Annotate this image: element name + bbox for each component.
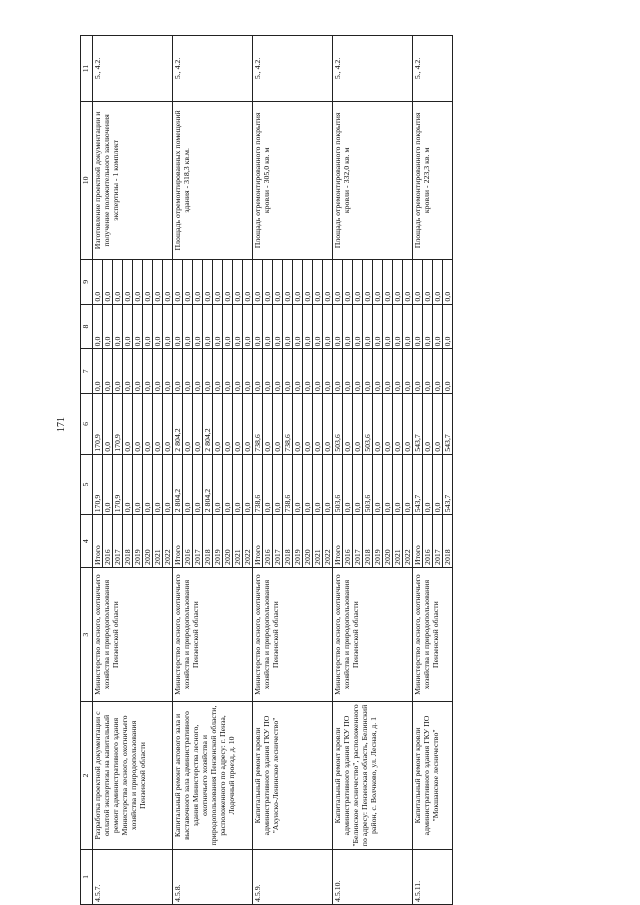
year-cell: 2017 (113, 515, 123, 568)
item-name: Разработка проектной документации с оплатой экспертизы на капитальный ремонт административного здания Министерства лесного, охотничьего хозяйства и природопользования Пензенской области (93, 702, 173, 849)
value-col7: 0,0 (323, 349, 333, 394)
value-col9: 0,0 (363, 259, 373, 304)
item-result: Площадь отремонтированного покрытия кровли - 223,3 кв. м (413, 101, 453, 259)
year-cell: 2016 (263, 515, 273, 568)
item-executor: Министерство лесного, охотничьего хозяйства и природопользования Пензенской области (253, 567, 333, 701)
value-col9: 0,0 (423, 259, 433, 304)
value-regional: 503,6 (363, 394, 373, 455)
value-col8: 0,0 (283, 304, 293, 349)
value-total: 503,6 (363, 454, 373, 515)
value-col8: 0,0 (123, 304, 133, 349)
value-regional: 0,0 (163, 394, 173, 455)
value-col9: 0,0 (443, 259, 453, 304)
value-col7: 0,0 (443, 349, 453, 394)
value-col7: 0,0 (373, 349, 383, 394)
value-col9: 0,0 (413, 259, 423, 304)
value-col8: 0,0 (423, 304, 433, 349)
value-total: 0,0 (293, 454, 303, 515)
value-total: 0,0 (393, 454, 403, 515)
value-col9: 0,0 (323, 259, 333, 304)
item-reference: 5., 4.2. (173, 36, 253, 102)
value-col9: 0,0 (263, 259, 273, 304)
item-name: Капитальный ремонт кровли административного здания ГКУ ПО "Белинское лесничество", расположенного по адресу: Пензенская область, Белинский район, с. Волчково, ул. Лесная, д. 1 (333, 702, 413, 849)
value-regional: 0,0 (343, 394, 353, 455)
value-col8: 0,0 (93, 304, 103, 349)
year-cell: 2021 (233, 515, 243, 568)
value-col9: 0,0 (103, 259, 113, 304)
value-col7: 0,0 (113, 349, 123, 394)
header-cell: 3 (81, 567, 93, 701)
value-col9: 0,0 (313, 259, 323, 304)
value-regional: 0,0 (303, 394, 313, 455)
value-col9: 0,0 (403, 259, 413, 304)
value-total: 0,0 (183, 454, 193, 515)
item-result: Площадь отремонтированных помещений здания - 318,3 кв.м. (173, 101, 253, 259)
value-col7: 0,0 (433, 349, 443, 394)
value-col7: 0,0 (233, 349, 243, 394)
value-col8: 0,0 (213, 304, 223, 349)
value-regional: 0,0 (313, 394, 323, 455)
value-col7: 0,0 (203, 349, 213, 394)
value-total: 738,6 (253, 454, 263, 515)
value-total: 2 804,2 (173, 454, 183, 515)
value-regional: 738,6 (283, 394, 293, 455)
value-col7: 0,0 (163, 349, 173, 394)
year-cell: 2017 (353, 515, 363, 568)
value-col9: 0,0 (203, 259, 213, 304)
value-col7: 0,0 (253, 349, 263, 394)
year-cell: 2022 (323, 515, 333, 568)
table-row (173, 36, 183, 905)
value-total: 0,0 (123, 454, 133, 515)
value-col7: 0,0 (223, 349, 233, 394)
value-regional: 543,7 (443, 394, 453, 455)
value-col8: 0,0 (163, 304, 173, 349)
value-col7: 0,0 (103, 349, 113, 394)
value-col7: 0,0 (403, 349, 413, 394)
value-total: 0,0 (213, 454, 223, 515)
value-col9: 0,0 (153, 259, 163, 304)
value-col9: 0,0 (283, 259, 293, 304)
value-col9: 0,0 (303, 259, 313, 304)
value-col9: 0,0 (93, 259, 103, 304)
value-col8: 0,0 (273, 304, 283, 349)
header-cell: 10 (81, 101, 93, 259)
item-number: 4.5.11. (413, 849, 453, 904)
value-col8: 0,0 (313, 304, 323, 349)
year-cell: 2021 (393, 515, 403, 568)
value-regional: 0,0 (403, 394, 413, 455)
value-col8: 0,0 (323, 304, 333, 349)
value-col9: 0,0 (193, 259, 203, 304)
value-col7: 0,0 (333, 349, 343, 394)
value-col8: 0,0 (293, 304, 303, 349)
value-col9: 0,0 (113, 259, 123, 304)
value-col7: 0,0 (243, 349, 253, 394)
value-col8: 0,0 (193, 304, 203, 349)
value-total: 0,0 (223, 454, 233, 515)
value-regional: 738,6 (253, 394, 263, 455)
header-cell: 5 (81, 454, 93, 515)
value-col9: 0,0 (393, 259, 403, 304)
value-regional: 170,9 (93, 394, 103, 455)
item-reference: 5., 4.2. (253, 36, 333, 102)
value-col8: 0,0 (343, 304, 353, 349)
year-cell: 2019 (133, 515, 143, 568)
value-total: 0,0 (193, 454, 203, 515)
item-executor: Министерство лесного, охотничьего хозяйства и природопользования Пензенской области (413, 567, 453, 701)
year-cell: 2017 (273, 515, 283, 568)
header-cell: 7 (81, 349, 93, 394)
item-result: Площадь отремонтированного покрытия кровли - 332,0 кв. м (333, 101, 413, 259)
value-col8: 0,0 (153, 304, 163, 349)
value-total: 2 804,2 (203, 454, 213, 515)
value-regional: 0,0 (243, 394, 253, 455)
value-col7: 0,0 (183, 349, 193, 394)
value-total: 0,0 (153, 454, 163, 515)
value-col7: 0,0 (413, 349, 423, 394)
value-col8: 0,0 (363, 304, 373, 349)
value-total: 503,6 (333, 454, 343, 515)
value-total: 0,0 (323, 454, 333, 515)
year-cell: 2022 (243, 515, 253, 568)
value-total: 0,0 (313, 454, 323, 515)
year-cell: Итого (173, 515, 183, 568)
value-col7: 0,0 (343, 349, 353, 394)
value-col9: 0,0 (183, 259, 193, 304)
year-cell: 2016 (183, 515, 193, 568)
value-col9: 0,0 (273, 259, 283, 304)
value-col7: 0,0 (393, 349, 403, 394)
header-cell: 2 (81, 702, 93, 849)
value-regional: 2 804,2 (203, 394, 213, 455)
year-cell: 2018 (443, 515, 453, 568)
value-total: 0,0 (433, 454, 443, 515)
table-row (253, 36, 263, 905)
value-col8: 0,0 (223, 304, 233, 349)
value-total: 0,0 (243, 454, 253, 515)
item-name: Капитальный ремонт актового зала и выставочного зала административного здания Министерства лесного, охотничьего хозяйства и природопользования Пензенской области, расположенного по адресу: г. Пенза, Лодочный проезд, д. 10 (173, 702, 253, 849)
value-regional: 0,0 (153, 394, 163, 455)
value-regional: 2 804,2 (173, 394, 183, 455)
year-cell: 2022 (163, 515, 173, 568)
value-col8: 0,0 (253, 304, 263, 349)
value-regional: 0,0 (263, 394, 273, 455)
item-number: 4.5.8. (173, 849, 253, 904)
value-total: 170,9 (93, 454, 103, 515)
year-cell: Итого (413, 515, 423, 568)
value-col8: 0,0 (403, 304, 413, 349)
value-regional: 0,0 (133, 394, 143, 455)
year-cell: 2019 (213, 515, 223, 568)
header-cell: 11 (81, 36, 93, 102)
value-col8: 0,0 (383, 304, 393, 349)
value-col7: 0,0 (423, 349, 433, 394)
item-reference: 5., 4.2. (93, 36, 173, 102)
value-regional: 0,0 (383, 394, 393, 455)
value-total: 0,0 (303, 454, 313, 515)
year-cell: 2020 (383, 515, 393, 568)
item-executor: Министерство лесного, охотничьего хозяйства и природопользования Пензенской области (93, 567, 173, 701)
program-table (80, 35, 453, 905)
value-col7: 0,0 (93, 349, 103, 394)
header-cell: 8 (81, 304, 93, 349)
item-result: Площадь отремонтированного покрытия кровли - 305,0 кв. м (253, 101, 333, 259)
value-total: 0,0 (423, 454, 433, 515)
year-cell: 2022 (403, 515, 413, 568)
value-col9: 0,0 (223, 259, 233, 304)
year-cell: 2020 (303, 515, 313, 568)
year-cell: Итого (93, 515, 103, 568)
table-row (413, 36, 423, 905)
table-row (93, 36, 103, 905)
year-cell: 2018 (123, 515, 133, 568)
year-cell: 2018 (363, 515, 373, 568)
header-cell: 9 (81, 259, 93, 304)
value-regional: 0,0 (213, 394, 223, 455)
value-col7: 0,0 (303, 349, 313, 394)
value-col9: 0,0 (343, 259, 353, 304)
value-regional: 0,0 (193, 394, 203, 455)
item-executor: Министерство лесного, охотничьего хозяйства и природопользования Пензенской области (333, 567, 413, 701)
value-regional: 170,9 (113, 394, 123, 455)
value-col9: 0,0 (433, 259, 443, 304)
value-total: 738,6 (283, 454, 293, 515)
value-col7: 0,0 (313, 349, 323, 394)
value-total: 0,0 (383, 454, 393, 515)
year-cell: 2016 (103, 515, 113, 568)
header-cell: 1 (81, 849, 93, 904)
item-reference: 5., 4.2. (413, 36, 453, 102)
value-regional: 0,0 (433, 394, 443, 455)
value-total: 0,0 (273, 454, 283, 515)
value-col8: 0,0 (353, 304, 363, 349)
year-cell: 2021 (153, 515, 163, 568)
value-col8: 0,0 (263, 304, 273, 349)
value-col7: 0,0 (133, 349, 143, 394)
year-cell: 2016 (423, 515, 433, 568)
value-total: 543,7 (443, 454, 453, 515)
value-total: 543,7 (413, 454, 423, 515)
value-regional: 0,0 (223, 394, 233, 455)
value-col9: 0,0 (133, 259, 143, 304)
value-col7: 0,0 (273, 349, 283, 394)
year-cell: 2020 (143, 515, 153, 568)
value-col8: 0,0 (103, 304, 113, 349)
item-result: Изготовление проектной документации и получение положительного заключения экспертизы - 1 комплект (93, 101, 173, 259)
value-regional: 0,0 (103, 394, 113, 455)
value-col8: 0,0 (243, 304, 253, 349)
year-cell: 2017 (193, 515, 203, 568)
value-col9: 0,0 (233, 259, 243, 304)
item-number: 4.5.10. (333, 849, 413, 904)
value-col7: 0,0 (193, 349, 203, 394)
value-regional: 0,0 (183, 394, 193, 455)
year-cell: 2017 (433, 515, 443, 568)
item-name: Капитальный ремонт кровли административного здания ГКУ ПО "Ахунско-Ленинское лесничество" (253, 702, 333, 849)
value-total: 0,0 (163, 454, 173, 515)
value-col8: 0,0 (133, 304, 143, 349)
value-regional: 0,0 (373, 394, 383, 455)
value-regional: 543,7 (413, 394, 423, 455)
value-col8: 0,0 (433, 304, 443, 349)
year-cell: 2018 (283, 515, 293, 568)
value-col9: 0,0 (163, 259, 173, 304)
value-col8: 0,0 (413, 304, 423, 349)
value-col8: 0,0 (143, 304, 153, 349)
value-regional: 0,0 (143, 394, 153, 455)
item-executor: Министерство лесного, охотничьего хозяйства и природопользования Пензенской области (173, 567, 253, 701)
value-col7: 0,0 (143, 349, 153, 394)
value-regional: 503,6 (333, 394, 343, 455)
header-row (81, 36, 93, 905)
value-col8: 0,0 (113, 304, 123, 349)
value-col9: 0,0 (293, 259, 303, 304)
value-total: 0,0 (133, 454, 143, 515)
value-col8: 0,0 (333, 304, 343, 349)
item-name: Капитальный ремонт кровли административного здания ГКУ ПО "Мокшанское лесничество" (413, 702, 453, 849)
item-number: 4.5.9. (253, 849, 333, 904)
value-total: 0,0 (143, 454, 153, 515)
value-col7: 0,0 (283, 349, 293, 394)
value-col7: 0,0 (153, 349, 163, 394)
value-col9: 0,0 (353, 259, 363, 304)
value-col8: 0,0 (173, 304, 183, 349)
value-col9: 0,0 (373, 259, 383, 304)
value-col9: 0,0 (173, 259, 183, 304)
value-total: 0,0 (103, 454, 113, 515)
value-regional: 0,0 (293, 394, 303, 455)
value-col7: 0,0 (213, 349, 223, 394)
value-col8: 0,0 (443, 304, 453, 349)
value-col7: 0,0 (383, 349, 393, 394)
value-col7: 0,0 (363, 349, 373, 394)
value-col8: 0,0 (373, 304, 383, 349)
value-regional: 0,0 (393, 394, 403, 455)
year-cell: 2019 (293, 515, 303, 568)
value-col9: 0,0 (123, 259, 133, 304)
value-col8: 0,0 (393, 304, 403, 349)
value-regional: 0,0 (323, 394, 333, 455)
year-cell: 2019 (373, 515, 383, 568)
value-col9: 0,0 (253, 259, 263, 304)
value-col7: 0,0 (293, 349, 303, 394)
value-regional: 0,0 (423, 394, 433, 455)
value-regional: 0,0 (233, 394, 243, 455)
value-col9: 0,0 (333, 259, 343, 304)
value-total: 0,0 (353, 454, 363, 515)
value-col9: 0,0 (243, 259, 253, 304)
value-regional: 0,0 (123, 394, 133, 455)
value-col9: 0,0 (143, 259, 153, 304)
value-col7: 0,0 (353, 349, 363, 394)
value-total: 0,0 (343, 454, 353, 515)
value-regional: 0,0 (353, 394, 363, 455)
value-total: 0,0 (233, 454, 243, 515)
year-cell: Итого (333, 515, 343, 568)
item-reference: 5., 4.2. (333, 36, 413, 102)
item-number: 4.5.7. (93, 849, 173, 904)
value-col9: 0,0 (383, 259, 393, 304)
value-total: 0,0 (373, 454, 383, 515)
year-cell: 2018 (203, 515, 213, 568)
value-col8: 0,0 (183, 304, 193, 349)
year-cell: 2016 (343, 515, 353, 568)
value-total: 170,9 (113, 454, 123, 515)
value-col8: 0,0 (303, 304, 313, 349)
value-total: 0,0 (263, 454, 273, 515)
year-cell: 2020 (223, 515, 233, 568)
page-number: 171 (56, 417, 67, 432)
value-col8: 0,0 (233, 304, 243, 349)
header-cell: 4 (81, 515, 93, 568)
header-cell: 6 (81, 394, 93, 455)
value-col9: 0,0 (213, 259, 223, 304)
year-cell: Итого (253, 515, 263, 568)
value-regional: 0,0 (273, 394, 283, 455)
value-total: 0,0 (403, 454, 413, 515)
value-col7: 0,0 (173, 349, 183, 394)
value-col7: 0,0 (263, 349, 273, 394)
rotated-page (80, 15, 580, 905)
value-col7: 0,0 (123, 349, 133, 394)
value-col8: 0,0 (203, 304, 213, 349)
year-cell: 2021 (313, 515, 323, 568)
table-row (333, 36, 343, 905)
